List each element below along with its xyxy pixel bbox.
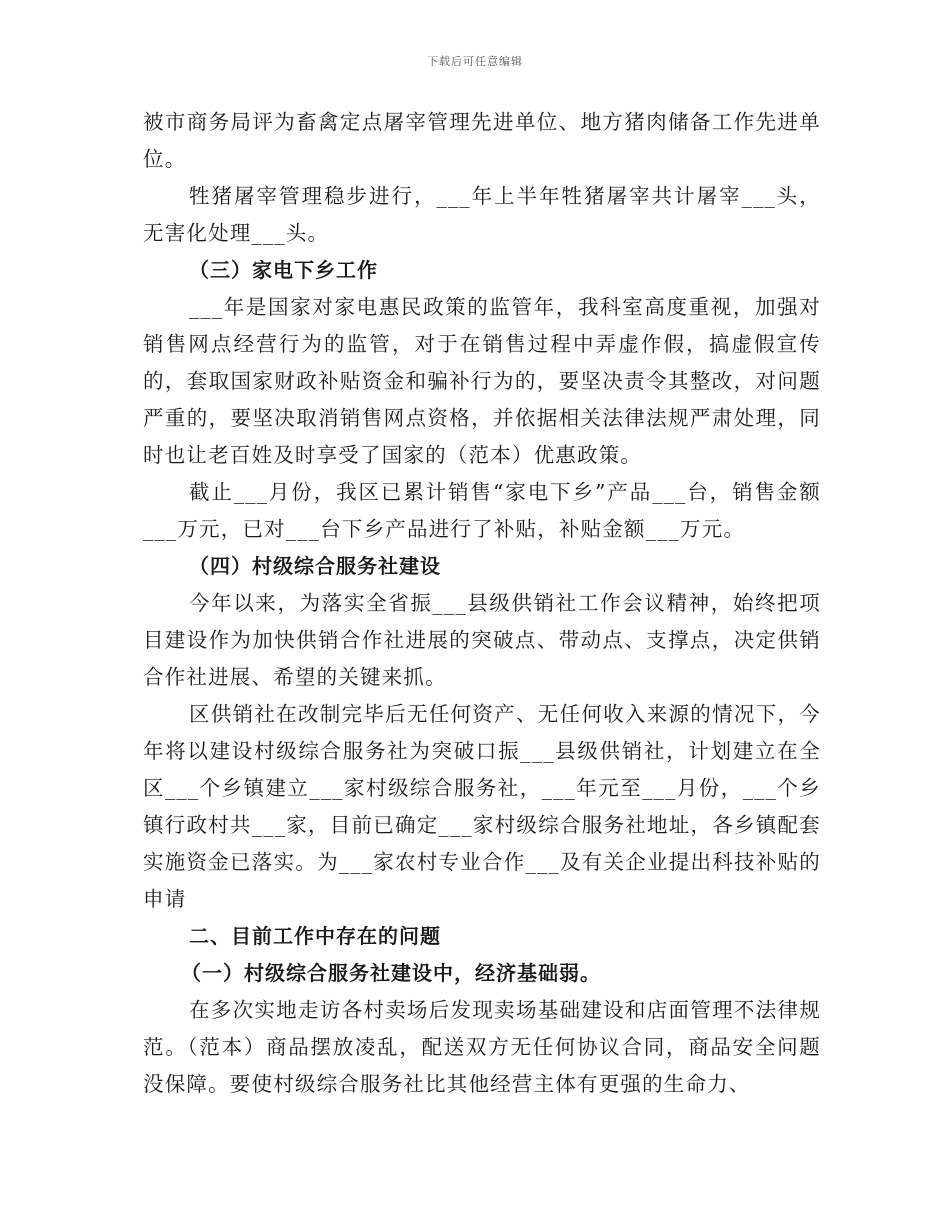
paragraph-appliance-sales: 截止___月份，我区已累计销售“家电下乡”产品___台，销售金额___万元，已对___台下乡产品进行了补贴，补贴金额___万元。 xyxy=(143,480,821,541)
paragraph-project-construction: 今年以来，为落实全省振___县级供销社工作会议精神，始终把项目建设作为加快供销合作社进展的突破点、带动点、支撑点，决定供销合作社进展、希望的关键来抓。 xyxy=(143,591,821,689)
paragraph-award: 被市商务局评为畜禽定点屠宰管理先进单位、地方猪肉储备工作先进单位。 xyxy=(143,110,821,171)
subsection-heading-economic-base: （一）村级综合服务社建设中，经济基础弱。 xyxy=(181,961,601,985)
section-heading-appliances: （三）家电下乡工作 xyxy=(189,258,378,282)
section-heading-village-service: （四）村级综合服务社建设 xyxy=(189,554,441,578)
paragraph-appliance-regulation: ___年是国家对家电惠民政策的监管年，我科室高度重视，加强对销售网点经营行为的监管，对于在销售过程中弄虚作假，搞虚假宣传的，套取国家财政补贴资金和骗补行为的，要坚决责令其整改，对问题严重的，要坚决取消销售网点资格，并依据相关法律法规严肃处理，同时也让老百姓及时享受了国家的（范本）优惠政策。 xyxy=(143,295,821,467)
paragraph-store-findings: 在多次实地走访各村卖场后发现卖场基础建设和店面管理不法律规范。（范本）商品摆放凌乱，配送双方无任何协议合同，商品安全问题没保障。要使村级综合服务社比其他经营主体有更强的生命力、 xyxy=(143,998,821,1096)
paragraph-slaughter: 牲猪屠宰管理稳步进行，___年上半年牲猪屠宰共计屠宰___头，无害化处理___头。 xyxy=(143,184,821,245)
section-heading-problems: 二、目前工作中存在的问题 xyxy=(189,924,441,948)
page-header: 下载后可任意编辑 xyxy=(427,55,523,68)
paragraph-cooperative-plan: 区供销社在改制完毕后无任何资产、无任何收入来源的情况下，今年将以建设村级综合服务社为突破口振___县级供销社，计划建立在全区___个乡镇建立___家村级综合服务社，___年元至___月份，___个乡镇行政村共___家，目前已确定___家村级综合服务社地址，各乡镇配套实施资金已落实。为___家农村专业合作___及有关企业提出科技补贴的申请 xyxy=(143,702,821,911)
document-body xyxy=(143,104,821,1103)
